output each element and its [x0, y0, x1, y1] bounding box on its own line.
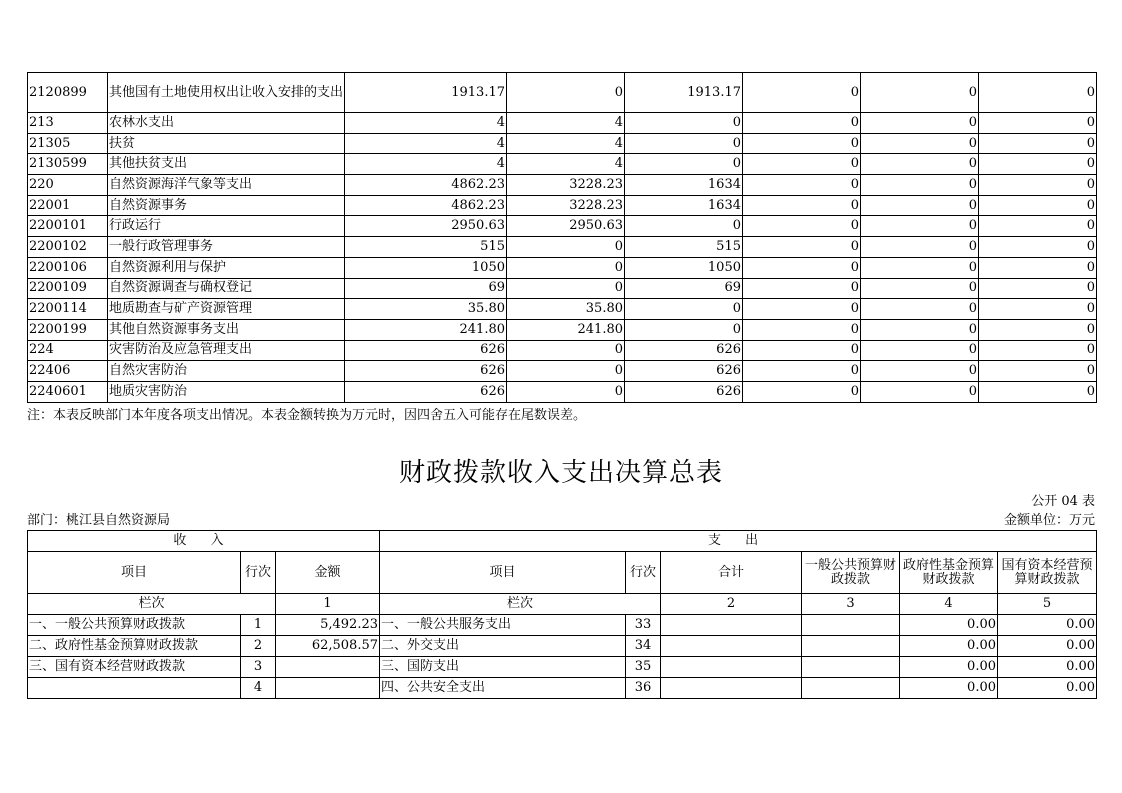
value-cell: 4 — [345, 113, 507, 134]
value-cell: 35.80 — [507, 299, 625, 320]
subject-code: 2200114 — [28, 299, 108, 320]
value-cell: 0 — [507, 361, 625, 382]
value-cell: 0 — [861, 340, 979, 361]
value-cell: 0 — [861, 381, 979, 402]
value-cell: 1634 — [625, 195, 743, 216]
col-num-5: 5 — [998, 594, 1097, 615]
value-cell: 69 — [345, 278, 507, 299]
table-row — [28, 381, 1097, 402]
value-cell: 2950.63 — [507, 216, 625, 237]
table-row — [28, 113, 1097, 134]
value-cell: 0 — [625, 319, 743, 340]
value-cell: 626 — [345, 361, 507, 382]
income-line: 3 — [241, 657, 276, 678]
subject-name: 一般行政管理事务 — [108, 237, 345, 258]
value-cell: 0 — [979, 133, 1097, 154]
income-item — [28, 678, 241, 699]
value-cell: 0 — [979, 361, 1097, 382]
subject-name: 地质灾害防治 — [108, 381, 345, 402]
value-cell: 0 — [743, 73, 861, 113]
subject-name: 灾害防治及应急管理支出 — [108, 340, 345, 361]
value-cell: 0 — [743, 340, 861, 361]
value-cell: 0 — [979, 340, 1097, 361]
table-row — [28, 615, 1097, 636]
value-cell: 0 — [979, 299, 1097, 320]
value-cell: 0 — [743, 154, 861, 175]
income-item-header: 项目 — [28, 552, 241, 594]
expense-row-label: 栏次 — [380, 594, 661, 615]
subject-code: 2120899 — [28, 73, 108, 113]
value-cell: 0 — [507, 237, 625, 258]
value-cell: 0 — [743, 278, 861, 299]
value-cell: 0 — [743, 381, 861, 402]
table-row — [28, 175, 1097, 196]
expense-fund: 0.00 — [900, 615, 998, 636]
value-cell: 4862.23 — [345, 175, 507, 196]
value-cell: 4 — [345, 133, 507, 154]
income-line-header: 行次 — [241, 552, 276, 594]
subject-name: 自然灾害防治 — [108, 361, 345, 382]
subject-code: 2200199 — [28, 319, 108, 340]
subject-name: 自然资源事务 — [108, 195, 345, 216]
value-cell: 1634 — [625, 175, 743, 196]
value-cell: 0 — [625, 133, 743, 154]
value-cell: 626 — [625, 381, 743, 402]
gov-fund-header: 政府性基金预算财政拨款 — [900, 552, 998, 594]
value-cell: 0 — [861, 299, 979, 320]
expense-general — [802, 636, 900, 657]
expense-fund: 0.00 — [900, 636, 998, 657]
department-label: 部门：桃江县自然资源局 — [27, 513, 171, 528]
subject-code: 22001 — [28, 195, 108, 216]
value-cell: 0 — [625, 113, 743, 134]
expenditure-detail-table — [27, 72, 1097, 403]
table-row — [28, 237, 1097, 258]
expense-general — [802, 657, 900, 678]
value-cell: 0 — [979, 237, 1097, 258]
expense-line: 34 — [626, 636, 661, 657]
col-num-4: 4 — [900, 594, 998, 615]
subject-code: 2200109 — [28, 278, 108, 299]
value-cell: 4 — [507, 113, 625, 134]
expense-general — [802, 678, 900, 699]
expense-state: 0.00 — [998, 657, 1097, 678]
value-cell: 35.80 — [345, 299, 507, 320]
value-cell: 0 — [743, 175, 861, 196]
value-cell: 0 — [743, 361, 861, 382]
expense-item-header: 项目 — [380, 552, 626, 594]
subject-name: 其他扶贫支出 — [108, 154, 345, 175]
subject-code: 2200101 — [28, 216, 108, 237]
value-cell: 0 — [861, 175, 979, 196]
expense-total — [661, 615, 802, 636]
value-cell: 515 — [625, 237, 743, 258]
value-cell: 0 — [979, 154, 1097, 175]
form-code: 公开 04 表 — [1031, 494, 1095, 509]
income-row-label: 栏次 — [28, 594, 276, 615]
subject-name: 行政运行 — [108, 216, 345, 237]
table-row — [28, 154, 1097, 175]
value-cell: 0 — [979, 381, 1097, 402]
expense-state: 0.00 — [998, 636, 1097, 657]
expense-total — [661, 657, 802, 678]
subject-code: 2130599 — [28, 154, 108, 175]
expense-item: 二、外交支出 — [380, 636, 626, 657]
value-cell: 4862.23 — [345, 195, 507, 216]
expense-item: 一、一般公共服务支出 — [380, 615, 626, 636]
table-row — [28, 361, 1097, 382]
value-cell: 0 — [743, 195, 861, 216]
fiscal-summary-table — [27, 530, 1097, 699]
income-amount: 62,508.57 — [276, 636, 380, 657]
value-cell: 4 — [507, 133, 625, 154]
value-cell: 0 — [979, 73, 1097, 113]
value-cell: 0 — [507, 340, 625, 361]
general-budget-header: 一般公共预算财政拨款 — [802, 552, 900, 594]
value-cell: 0 — [743, 299, 861, 320]
table-row — [28, 636, 1097, 657]
table-row — [28, 73, 1097, 113]
subject-name: 其他自然资源事务支出 — [108, 319, 345, 340]
table-row — [28, 319, 1097, 340]
value-cell: 626 — [345, 340, 507, 361]
value-cell: 1913.17 — [345, 73, 507, 113]
value-cell: 0 — [861, 216, 979, 237]
income-item: 一、一般公共预算财政拨款 — [28, 615, 241, 636]
value-cell: 0 — [979, 216, 1097, 237]
subject-code: 2200106 — [28, 257, 108, 278]
value-cell: 1050 — [625, 257, 743, 278]
value-cell: 0 — [507, 73, 625, 113]
expense-total — [661, 678, 802, 699]
value-cell: 0 — [861, 319, 979, 340]
expense-header: 支 出 — [380, 531, 1097, 552]
value-cell: 3228.23 — [507, 195, 625, 216]
expense-line: 36 — [626, 678, 661, 699]
expense-line: 33 — [626, 615, 661, 636]
table-note: 注：本表反映部门本年度各项支出情况。本表金额转换为万元时，因四舍五入可能存在尾数误差。 — [27, 408, 587, 423]
value-cell: 0 — [861, 195, 979, 216]
table-row — [28, 340, 1097, 361]
value-cell: 2950.63 — [345, 216, 507, 237]
income-amount: 5,492.23 — [276, 615, 380, 636]
expense-state: 0.00 — [998, 615, 1097, 636]
value-cell: 0 — [979, 319, 1097, 340]
value-cell: 241.80 — [345, 319, 507, 340]
value-cell: 0 — [743, 216, 861, 237]
col-num-3: 3 — [802, 594, 900, 615]
value-cell: 69 — [625, 278, 743, 299]
subject-name: 自然资源海洋气象等支出 — [108, 175, 345, 196]
subject-code: 224 — [28, 340, 108, 361]
value-cell: 0 — [979, 257, 1097, 278]
value-cell: 626 — [625, 361, 743, 382]
subject-name: 其他国有土地使用权出让收入安排的支出 — [108, 73, 345, 113]
subject-code: 21305 — [28, 133, 108, 154]
value-cell: 0 — [625, 154, 743, 175]
income-amount — [276, 657, 380, 678]
expense-state: 0.00 — [998, 678, 1097, 699]
value-cell: 0 — [743, 113, 861, 134]
value-cell: 0 — [861, 113, 979, 134]
value-cell: 0 — [861, 237, 979, 258]
table-row — [28, 299, 1097, 320]
expense-item: 四、公共安全支出 — [380, 678, 626, 699]
value-cell: 1050 — [345, 257, 507, 278]
value-cell: 0 — [979, 113, 1097, 134]
value-cell: 0 — [625, 299, 743, 320]
value-cell: 0 — [861, 257, 979, 278]
table-row — [28, 657, 1097, 678]
value-cell: 0 — [861, 361, 979, 382]
value-cell: 0 — [861, 73, 979, 113]
table-row — [28, 678, 1097, 699]
expense-total — [661, 636, 802, 657]
expense-line: 35 — [626, 657, 661, 678]
subject-code: 220 — [28, 175, 108, 196]
value-cell: 0 — [507, 278, 625, 299]
value-cell: 0 — [861, 278, 979, 299]
income-amount — [276, 678, 380, 699]
value-cell: 4 — [345, 154, 507, 175]
subject-name: 地质勘查与矿产资源管理 — [108, 299, 345, 320]
value-cell: 3228.23 — [507, 175, 625, 196]
value-cell: 0 — [743, 133, 861, 154]
expense-fund: 0.00 — [900, 657, 998, 678]
table-row — [28, 133, 1097, 154]
value-cell: 0 — [743, 257, 861, 278]
value-cell: 0 — [979, 195, 1097, 216]
table-row — [28, 257, 1097, 278]
value-cell: 0 — [625, 216, 743, 237]
table-row — [28, 195, 1097, 216]
subject-name: 自然资源调查与确权登记 — [108, 278, 345, 299]
value-cell: 626 — [345, 381, 507, 402]
subject-code: 2200102 — [28, 237, 108, 258]
income-item: 三、国有资本经营财政拨款 — [28, 657, 241, 678]
value-cell: 0 — [507, 381, 625, 402]
subject-code: 22406 — [28, 361, 108, 382]
subject-code: 2240601 — [28, 381, 108, 402]
value-cell: 0 — [861, 133, 979, 154]
value-cell: 626 — [625, 340, 743, 361]
value-cell: 0 — [507, 257, 625, 278]
value-cell: 4 — [507, 154, 625, 175]
expense-total-header: 合计 — [661, 552, 802, 594]
page-title: 财政拨款收入支出决算总表 — [398, 458, 723, 488]
expense-general — [802, 615, 900, 636]
state-capital-header: 国有资本经营预算财政拨款 — [998, 552, 1097, 594]
value-cell: 0 — [743, 237, 861, 258]
table-row — [28, 216, 1097, 237]
unit-label: 金额单位：万元 — [1003, 513, 1095, 528]
subject-code: 213 — [28, 113, 108, 134]
income-line: 1 — [241, 615, 276, 636]
value-cell: 0 — [979, 175, 1097, 196]
value-cell: 241.80 — [507, 319, 625, 340]
col-num-2: 2 — [661, 594, 802, 615]
income-header: 收 入 — [28, 531, 380, 552]
expense-line-header: 行次 — [626, 552, 661, 594]
subject-name: 农林水支出 — [108, 113, 345, 134]
income-amount-header: 金额 — [276, 552, 380, 594]
value-cell: 1913.17 — [625, 73, 743, 113]
value-cell: 0 — [743, 319, 861, 340]
income-item: 二、政府性基金预算财政拨款 — [28, 636, 241, 657]
expense-fund: 0.00 — [900, 678, 998, 699]
income-line: 4 — [241, 678, 276, 699]
value-cell: 0 — [979, 278, 1097, 299]
income-line: 2 — [241, 636, 276, 657]
value-cell: 0 — [861, 154, 979, 175]
value-cell: 515 — [345, 237, 507, 258]
subject-name: 自然资源利用与保护 — [108, 257, 345, 278]
table-row — [28, 278, 1097, 299]
expense-item: 三、国防支出 — [380, 657, 626, 678]
col-num-1: 1 — [276, 594, 380, 615]
subject-name: 扶贫 — [108, 133, 345, 154]
